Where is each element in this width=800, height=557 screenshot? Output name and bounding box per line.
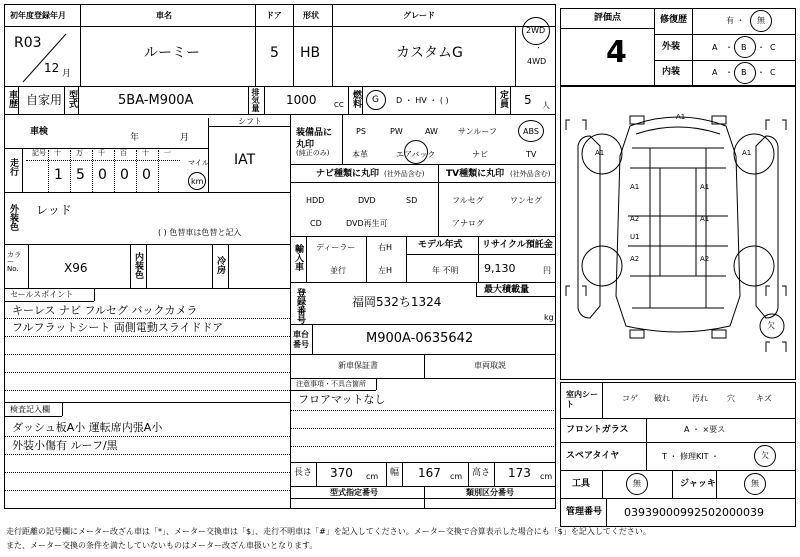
mileage-digit: 1 [54,167,63,183]
length-unit: cm [366,472,379,481]
interior-c: C [770,68,776,77]
equip-navi: ナビ [472,150,488,159]
import-right-h: 右H [378,243,393,252]
interior-sheet-label: 室内シート [566,390,598,410]
mileage-header: 千 [98,149,105,157]
tv-type-label: TV種類に丸印 [446,169,505,179]
door-label: ドア [266,11,282,20]
interior-a: A [712,68,718,77]
width-label: 幅 [390,468,400,478]
first-reg-month: 12 [44,61,60,75]
equip-ps: PS [356,127,366,136]
mark-front-left: A1 [595,149,605,157]
mark-missing: 欠 [767,321,775,330]
shaken-month: 月 [180,133,190,143]
exterior-dot-1: ・ [725,43,733,52]
mileage-divider [136,150,137,192]
registration-label: 登録番号 [295,288,305,324]
warranty-label: 新車保証書 [338,361,378,370]
height-label: 高さ [472,468,491,478]
sales-label: セールスポイント [10,290,74,299]
tv-type-sub: (社外品含む) [510,170,551,178]
navi-hdd: HDD [306,196,325,205]
inspector-label: 検査記入欄 [10,405,50,414]
recycle-label: リサイクル預託金 [482,240,553,250]
shift-value: IAT [234,152,256,168]
mileage-divider [92,150,93,192]
drive-dot: ・ [535,44,542,52]
navi-dvd: DVD [358,196,376,205]
navi-type-sub: (社外品含む) [384,170,425,178]
sheet-tear: 破れ [654,394,670,403]
reiso-label: 冷房 [215,256,225,274]
equipment-sub-label: (純正のみ) [296,149,330,157]
mark-roof: A1 [676,113,686,121]
chassis-label: 車台番号 [293,330,309,349]
repair-options: 有 ・ [726,16,745,25]
first-reg-label: 初年度登録年月 [10,11,66,20]
fuel-g: G [372,95,379,105]
spare-tire-label: スペアタイヤ [566,451,620,461]
model-year-value: 年 不明 [432,266,459,275]
equipment-label: 装備品に丸印 [296,128,333,150]
sales-line-2: フルフラットシート 両側電動スライドドア [12,321,224,334]
fuel-label: 燃料 [351,90,361,108]
control-number-value: 03939000992502000039 [624,506,764,519]
max-load-label: 最大積載量 [484,285,530,295]
model-value: 5BA-M900A [118,93,194,108]
repair-none: 無 [757,16,765,25]
height-value: 173 [508,466,531,480]
import-label: 輸入車 [293,244,303,271]
tv-fullseg: フルセグ [452,196,484,205]
mileage-divider [158,150,159,192]
mark-door-fr: A1 [700,183,710,191]
mark-u1: U1 [630,233,640,241]
length-label: 長さ [294,468,313,478]
car-diagram [560,86,796,380]
chassis-value: M900A-0635642 [366,331,474,346]
mileage-divider [70,150,71,192]
interior-b: B [741,68,747,77]
color-note: ( ) 色替車は色替と記入 [158,228,242,237]
sales-line-1: キーレス ナビ フルセグ バックカメラ [12,304,198,317]
control-number-label: 管理番号 [566,507,603,517]
mark-door-fl: A1 [630,183,640,191]
tools-label: 工具 [572,479,591,489]
tools-none: 無 [633,479,641,488]
mileage-digit: 0 [142,167,151,183]
tv-oneseg: ワンセグ [510,196,542,205]
car-name-label: 車名 [156,11,172,20]
color-no-label: カラーNo. [7,251,21,273]
interior-dot-1: ・ [725,68,733,77]
import-dealer: ディーラー [316,243,356,252]
mileage-divider [48,150,49,192]
exterior-c: C [770,43,776,52]
km-unit: km [191,177,204,186]
capacity-value: 5 [524,93,532,107]
shaken-label: 車検 [30,127,49,137]
navi-cd: CD [310,219,322,228]
footer-line-2: また、メーター交換の条件を満たしていないものはメーター改ざん車扱いとなります。 [6,541,318,550]
grade-label: グレード [403,11,435,20]
manual-label: 車両取説 [474,361,506,370]
usage-value: 自家用 [26,93,63,107]
door-count: 5 [270,45,279,61]
cc-unit: CC [334,101,344,109]
notes-value: フロアマットなし [298,393,386,406]
footer-line-1: 走行距離の記号欄にメーター改ざん車は「*」、メーター交換車は「$」、走行不明車は「#」を記入してください。メーター交換で合算表示した場合にも「$」を記入してください。 [6,527,651,536]
exterior-dot-2: ・ [757,43,765,52]
mileage-header-line [26,160,180,161]
navi-sd: SD [406,196,418,205]
mileage-label: 走行 [8,158,18,176]
usage-label: 車歴 [7,90,17,108]
mile-label: マイル [188,159,209,167]
capacity-label: 定員 [498,90,508,108]
drive-4wd: 4WD [527,57,547,66]
mark-door-rl: A2 [630,215,640,223]
shaken-year: 年 [130,133,140,143]
recycle-yen: 円 [543,266,551,275]
repair-history-label: 修復歴 [660,15,688,25]
displacement-value: 1000 [286,93,317,107]
equip-abs: ABS [523,127,539,136]
class-designation-label: 類別区分番号 [466,488,514,497]
import-left-h: 左H [378,266,393,275]
type-designation-label: 型式指定番号 [330,488,378,497]
tv-analog: アナログ [452,219,484,228]
interior-label: 内装 [662,67,681,77]
capacity-unit: 人 [542,101,550,110]
equip-airbag: エアバック [396,150,436,159]
month-unit: 月 [62,69,72,79]
height-unit: cm [540,472,553,481]
mileage-digit: 0 [98,167,107,183]
mileage-digit: 5 [76,167,85,183]
recycle-value: 9,130 [484,262,516,275]
exterior-b: B [741,43,747,52]
equip-aw: AW [425,127,438,136]
equip-leather: 本革 [352,150,368,159]
color-value: レッド [36,203,72,217]
sheet-hole: 穴 [727,394,735,403]
inspector-line-2: 外装小傷有 ルーフ/黒 [12,439,118,452]
color-label: 外装色 [8,204,18,231]
score-label: 評価点 [594,13,622,23]
max-load-unit: kg [544,313,554,322]
mark-rear-l: A2 [630,255,640,263]
mileage-header: 一 [164,149,171,157]
width-unit: cm [450,472,463,481]
shift-label: シフト [238,117,262,126]
interior-dot-2: ・ [757,68,765,77]
first-reg-year: R03 [14,35,42,51]
car-name: ルーミー [144,45,200,61]
mileage-header: 十 [142,149,149,157]
exterior-label: 外装 [662,42,681,52]
drive-2wd: 2WD [526,26,546,35]
mark-door-rr: A1 [700,215,710,223]
jack-none: 無 [751,479,759,488]
color-no-value: X96 [64,261,88,275]
sheet-scratch: キズ [756,394,772,403]
exterior-a: A [712,43,718,52]
navi-type-label: ナビ種類に丸印 [316,169,380,179]
notes-label: 注意事項・不具合箇所 [296,380,366,388]
inspector-line-1: ダッシュ板A小 運転席内張A小 [12,421,163,434]
fuel-options: D ・ HV ・ ( ) [396,96,449,105]
shape-label: 形状 [303,11,319,20]
mileage-header: 記号 [32,149,46,157]
width-value: 167 [418,466,441,480]
import-heiko: 並行 [330,266,346,275]
mark-rear-r: A2 [700,255,710,263]
model-year-label: モデル年式 [418,240,463,250]
mileage-header: 十 [54,149,61,157]
spare-tire-options: T ・ 修理KIT ・ [662,452,720,461]
interior-color-label: 内装色 [133,252,143,279]
sheet-dirt: 汚れ [692,394,708,403]
mileage-divider [114,150,115,192]
equip-pw: PW [390,127,403,136]
body-shape: HB [300,45,321,61]
score-value: 4 [606,35,627,70]
mileage-header: 万 [76,149,83,157]
mileage-header: 百 [120,149,127,157]
jack-label: ジャッキ [680,479,716,489]
windshield-label: フロントガラス [566,425,629,435]
equip-sunroof: サンルーフ [458,127,497,136]
mileage-digit: 0 [120,167,129,183]
sheet-burn: コゲ [622,394,638,403]
model-label: 型式 [67,90,77,108]
mark-side-r: A1 [742,149,752,157]
length-value: 370 [330,466,353,480]
registration-value: 福岡532ち1324 [352,295,442,309]
spare-missing: 欠 [761,451,769,460]
displacement-label: 排気量 [251,88,260,112]
navi-dvd-play: DVD再生可 [346,219,388,228]
equip-tv: TV [526,150,537,159]
windshield-value: A ・ ×要ス [684,425,726,434]
grade-value: カスタムG [396,45,463,61]
